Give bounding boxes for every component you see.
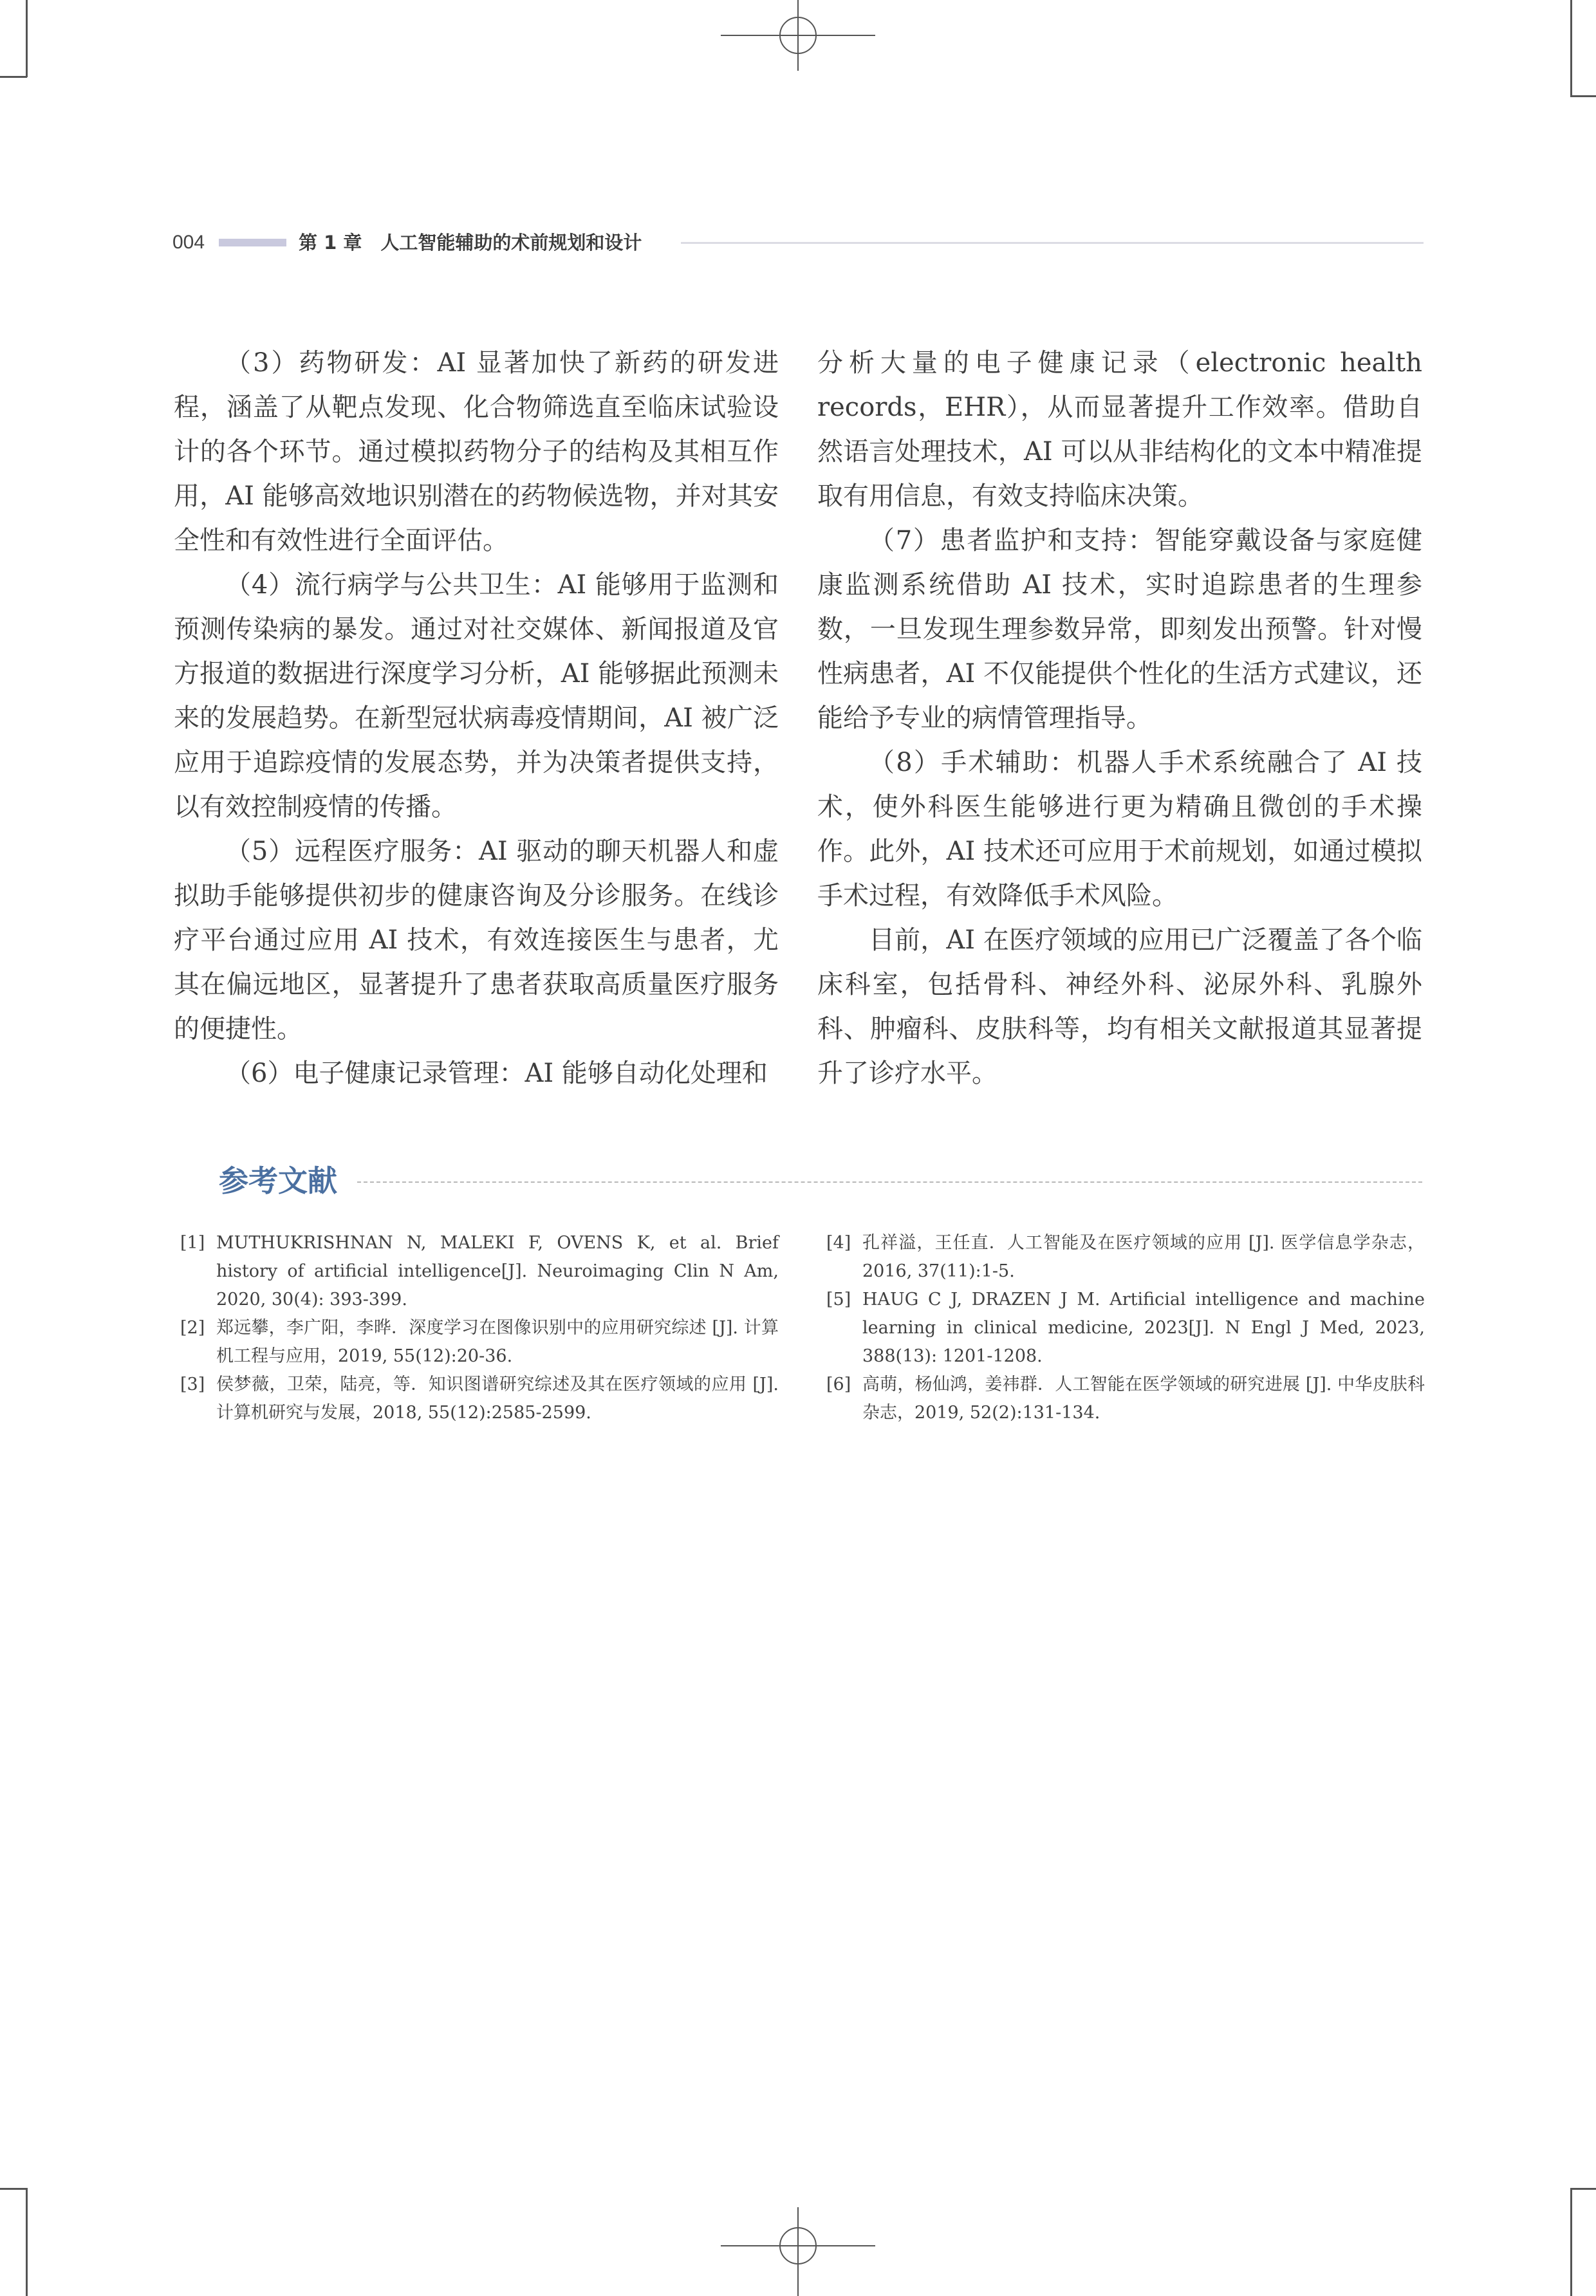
registration-mark-bottom xyxy=(721,2207,875,2296)
paragraph: （6）电子健康记录管理：AI 能够自动化处理和 xyxy=(225,1059,768,1088)
reference-number: [3] xyxy=(180,1375,205,1394)
body-column-right xyxy=(817,341,1422,1096)
reference-item xyxy=(180,1371,779,1427)
reference-number: [5] xyxy=(826,1290,851,1310)
paragraph: （5）远程医疗服务：AI 驱动的聊天机器人和虚拟助手能够提供初步的健康咨询及分诊服务。在线诊疗平台通过应用 AI 技术，有效连接医生与患者，尤其在偏远地区，显著提升了患者获取高质量医疗服务的便捷性。 xyxy=(174,837,779,1044)
running-header xyxy=(172,228,1424,257)
reference-number: [4] xyxy=(826,1233,851,1253)
chapter-title: 第 1 章 人工智能辅助的术前规划和设计 xyxy=(299,232,642,254)
reference-text: 孔祥溢，王任直．人工智能及在医疗领域的应用 [J]. 医学信息学杂志，2016, 37(11):1-5. xyxy=(862,1233,1425,1281)
reference-item xyxy=(826,1371,1425,1427)
reference-number: [1] xyxy=(180,1233,205,1253)
paragraph: （3）药物研发：AI 显著加快了新药的研发进程，涵盖了从靶点发现、化合物筛选直至临床试验设计的各个环节。通过模拟药物分子的结构及其相互作用，AI 能够高效地识别潜在的药物候选物，并对其安全性和有效性进行全面评估。 xyxy=(174,348,779,555)
paragraph: （4）流行病学与公共卫生：AI 能够用于监测和预测传染病的暴发。通过对社交媒体、新闻报道及官方报道的数据进行深度学习分析，AI 能够据此预测未来的发展趋势。在新型冠状病毒疫情期间，AI 被广泛应用于追踪疫情的发展态势，并为决策者提供支持，以有效控制疫情的传播。 xyxy=(174,570,779,822)
reference-number: [2] xyxy=(180,1318,205,1338)
reference-text: 郑远攀，李广阳，李晔．深度学习在图像识别中的应用研究综述 [J]. 计算机工程与应用，2019, 55(12):20-36. xyxy=(216,1318,779,1366)
reference-text: MUTHUKRISHNAN N, MALEKI F, OVENS K, et al. Brief history of artificial intelligence[J]. Neuroimaging Clin N Am, 2020, 30(4): 393-399. xyxy=(216,1233,779,1310)
paragraph: （7）患者监护和支持：智能穿戴设备与家庭健康监测系统借助 AI 技术，实时追踪患者的生理参数，一旦发现生理参数异常，即刻发出预警。针对慢性病患者，AI 不仅能提供个性化的生活方式建议，还能给予专业的病情管理指导。 xyxy=(817,526,1422,733)
reference-item xyxy=(180,1314,779,1371)
reference-text: 侯梦薇，卫荣，陆亮，等．知识图谱研究综述及其在医疗领域的应用 [J]. 计算机研究与发展，2018, 55(12):2585-2599. xyxy=(216,1375,779,1423)
header-rule xyxy=(681,242,1424,244)
paragraph: （8）手术辅助：机器人手术系统融合了 AI 技术，使外科医生能够进行更为精确且微创的手术操作。此外，AI 技术还可应用于术前规划，如通过模拟手术过程，有效降低手术风险。 xyxy=(817,748,1422,911)
reference-item xyxy=(180,1229,779,1314)
reference-list-right xyxy=(826,1229,1425,1427)
reference-text: HAUG C J, DRAZEN J M. Artificial intelligence and machine learning in clinical medicine, 2023[J]. N Engl J Med, 2023, 388(13): 1201-1208. xyxy=(862,1290,1425,1366)
reference-list-left xyxy=(180,1229,779,1427)
header-accent-bar xyxy=(219,239,286,246)
paragraph: 分析大量的电子健康记录（electronic health records，EHR），从而显著提升工作效率。借助自然语言处理技术，AI 可以从非结构化的文本中精准提取有用信息，有效支持临床决策。 xyxy=(817,348,1422,511)
references-heading xyxy=(219,1158,1422,1203)
references-rule xyxy=(357,1181,1422,1183)
registration-mark-top xyxy=(721,0,875,84)
reference-item xyxy=(826,1229,1425,1286)
references-title: 参考文献 xyxy=(219,1163,337,1198)
reference-number: [6] xyxy=(826,1375,851,1394)
paragraph: 目前，AI 在医疗领域的应用已广泛覆盖了各个临床科室，包括骨科、神经外科、泌尿外科、乳腺外科、肿瘤科、皮肤科等，均有相关文献报道其显著提升了诊疗水平。 xyxy=(817,925,1422,1088)
reference-text: 高萌，杨仙鸿，姜祎群．人工智能在医学领域的研究进展 [J]. 中华皮肤科杂志，2019, 52(2):131-134. xyxy=(862,1375,1425,1423)
body-column-left xyxy=(174,341,779,1096)
page-number: 004 xyxy=(172,232,205,253)
reference-item xyxy=(826,1286,1425,1371)
